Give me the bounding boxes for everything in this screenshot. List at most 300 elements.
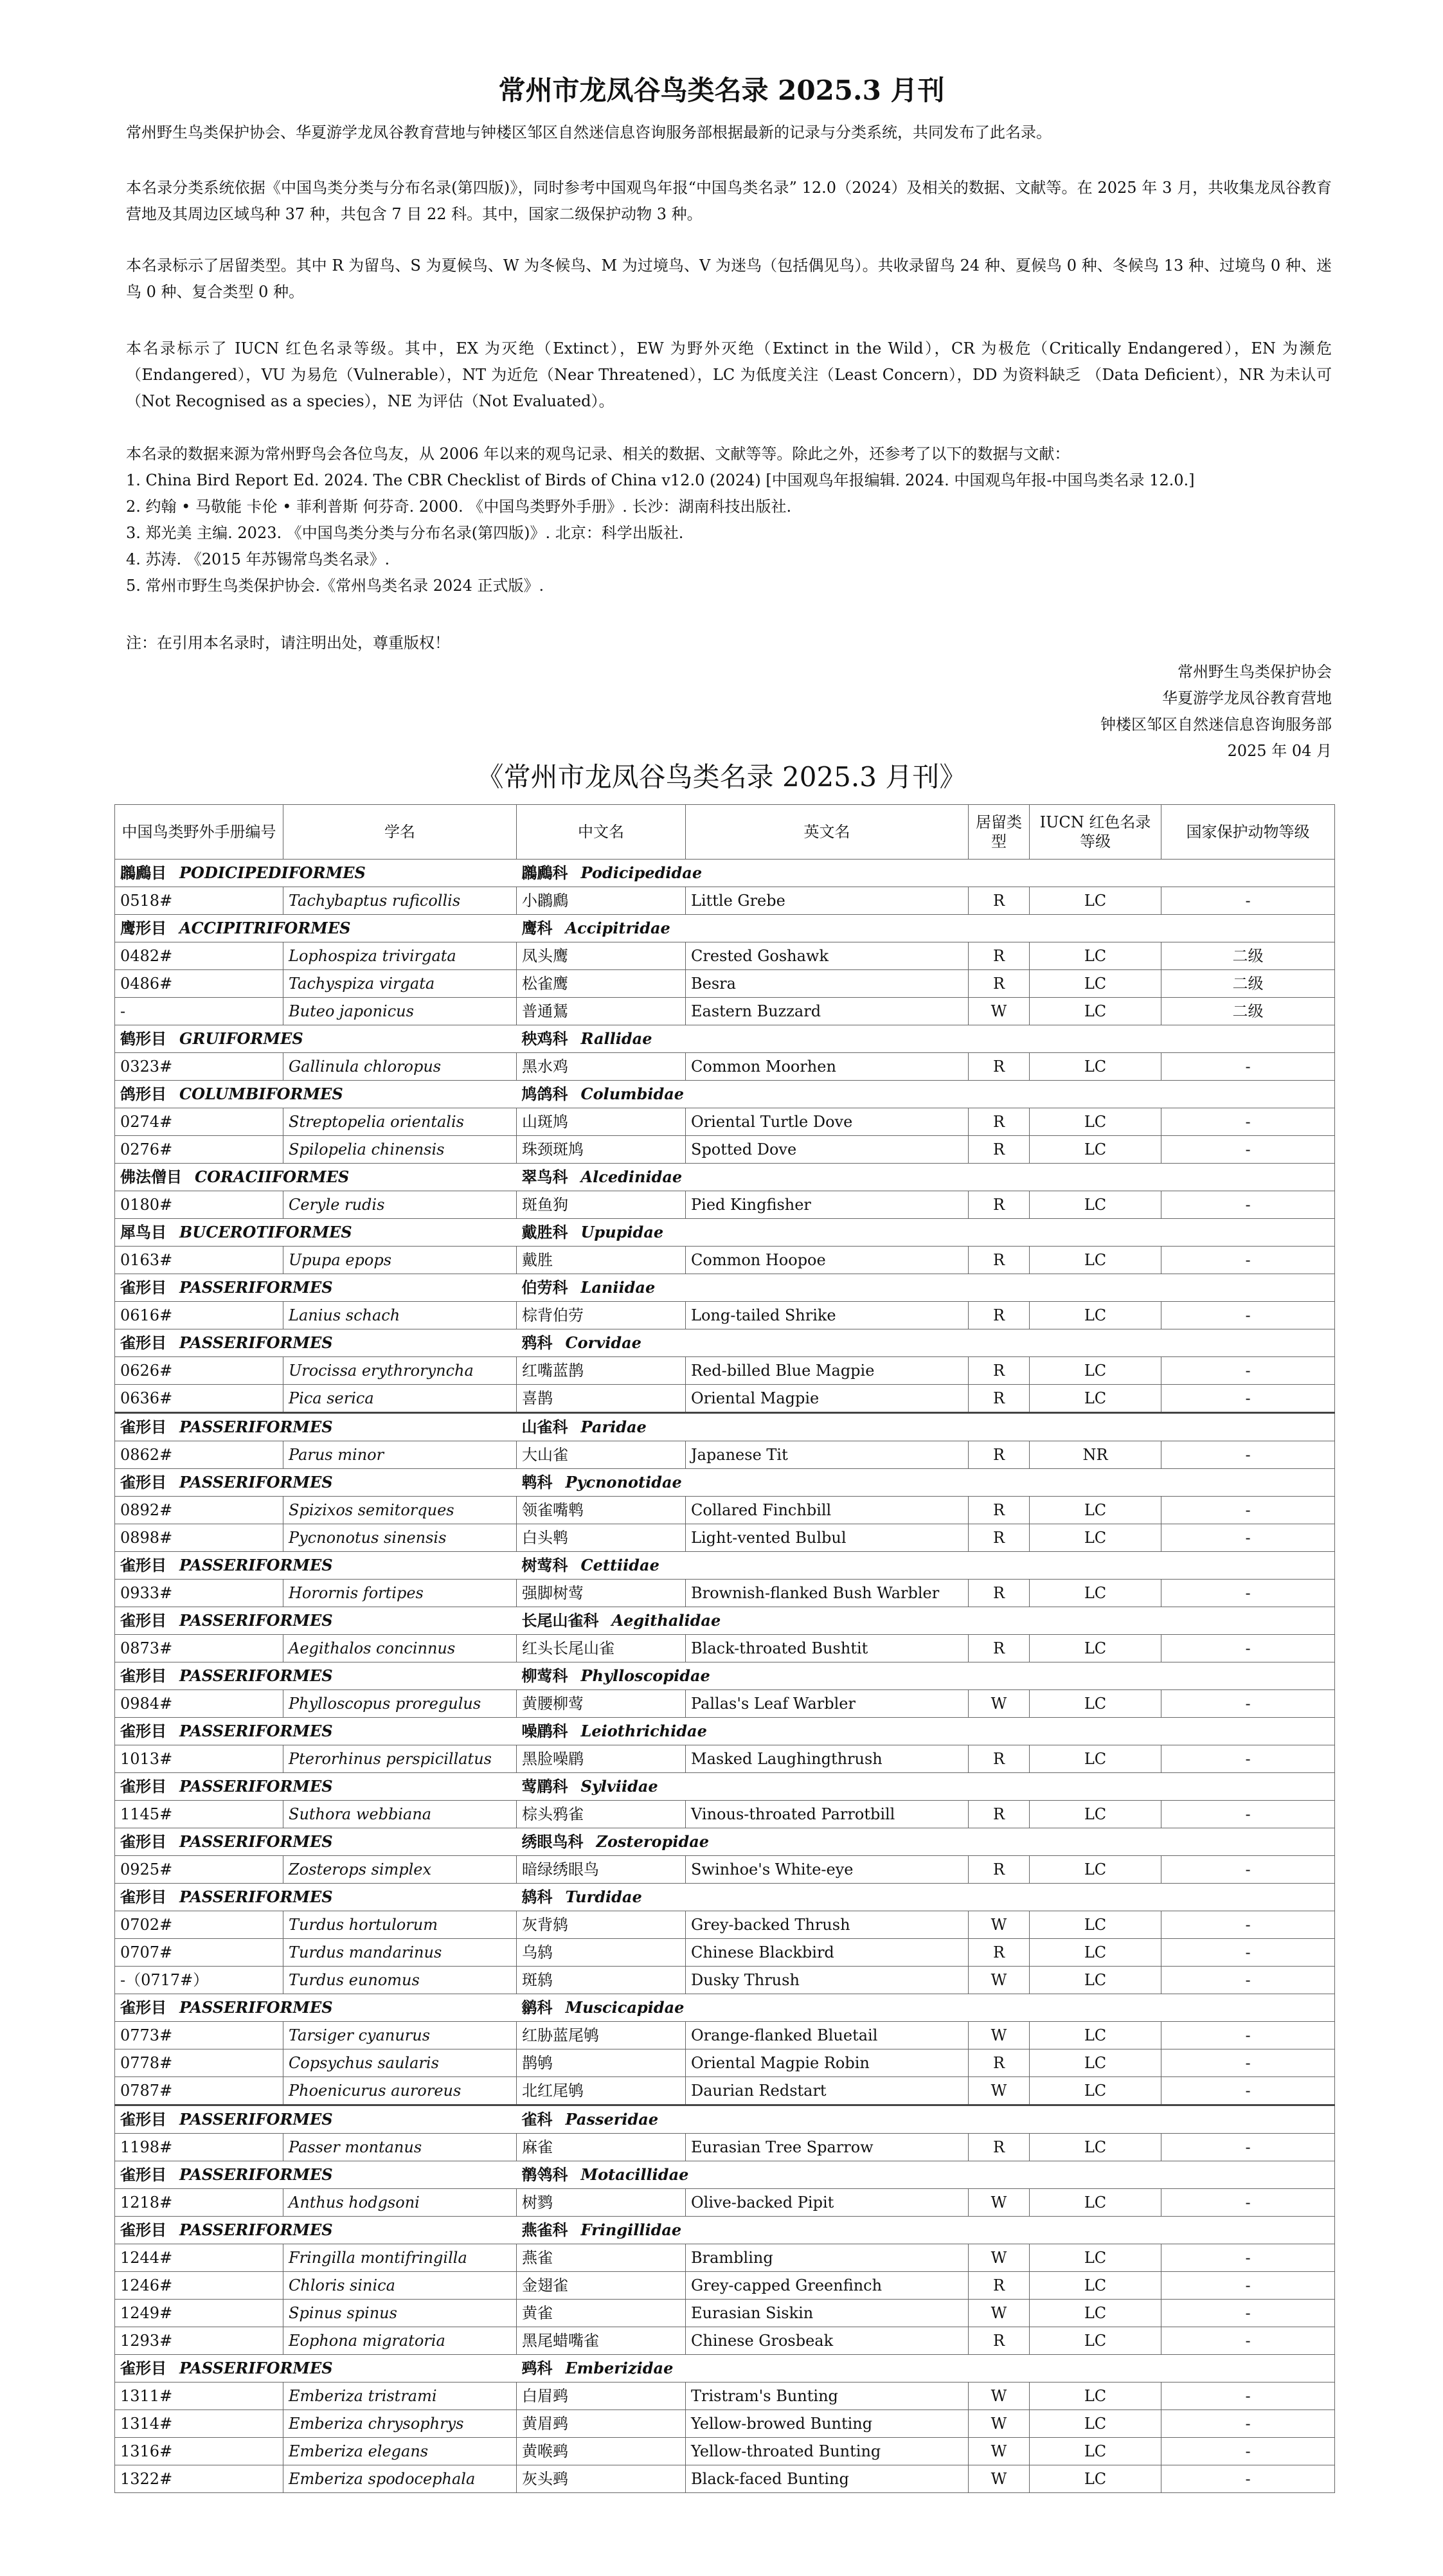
iucn-cell: LC [1030, 1967, 1161, 1994]
order-latin-name: CORACIIFORMES [195, 1167, 350, 1186]
empty-cell [1030, 915, 1161, 942]
order-latin-name: PASSERIFORMES [179, 1998, 333, 2017]
protection-cell: - [1161, 1247, 1335, 1274]
chinese-name-cell: 鹊鸲 [517, 2049, 686, 2077]
protection-cell: - [1161, 1441, 1335, 1469]
empty-cell [1161, 915, 1335, 942]
family-cell [517, 2217, 969, 2244]
scientific-name-cell: Emberiza spodocephala [283, 2465, 517, 2493]
group-row [115, 1828, 1335, 1856]
residence-cell: W [969, 2410, 1030, 2438]
empty-cell [1030, 2161, 1161, 2189]
chinese-name-cell: 红头长尾山雀 [517, 1635, 686, 1662]
order-name: 雀形目 [120, 1418, 166, 1436]
header-protection: 国家保护动物等级 [1161, 805, 1335, 860]
residence-cell: R [969, 1745, 1030, 1773]
residence-cell: R [969, 1856, 1030, 1884]
table-row [115, 1635, 1335, 1662]
order-cell [115, 1413, 517, 1441]
residence-cell: W [969, 1690, 1030, 1718]
empty-cell [1161, 1164, 1335, 1191]
scientific-name-cell: Spizixos semitorques [283, 1497, 517, 1524]
order-latin-name: PASSERIFORMES [179, 1666, 333, 1685]
english-name-cell: Grey-backed Thrush [686, 1911, 969, 1939]
order-name: 雀形目 [120, 1998, 166, 2017]
order-cell [115, 1164, 517, 1191]
header-scientific-name: 学名 [283, 805, 517, 860]
group-row [115, 1164, 1335, 1191]
order-cell [115, 2355, 517, 2382]
iucn-cell: LC [1030, 1801, 1161, 1828]
english-name-cell: Oriental Magpie [686, 1385, 969, 1413]
residence-paragraph: 本名录标示了居留类型。其中 R 为留鸟、S 为夏候鸟、W 为冬候鸟、M 为过境鸟、V 为迷鸟（包括偶见鸟）。共收录留鸟 24 种、夏候鸟 0 种、冬候鸟 13 种、过境鸟 0 种、迷鸟 0 种、复合类型 0 种。 [126, 257, 1332, 301]
empty-cell [1161, 1662, 1335, 1690]
english-name-cell: Long-tailed Shrike [686, 1302, 969, 1329]
group-row [115, 1662, 1335, 1690]
code-cell: 0773# [115, 2022, 283, 2049]
scientific-name-cell: Lophospiza trivirgata [283, 942, 517, 970]
citation-note: 注：在引用本名录时，请注明出处，尊重版权！ [126, 634, 450, 652]
table-row [115, 2382, 1335, 2410]
group-row [115, 2355, 1335, 2382]
family-cell [517, 915, 969, 942]
family-cell [517, 1329, 969, 1357]
table-row [115, 2272, 1335, 2300]
empty-cell [1161, 1718, 1335, 1745]
chinese-name-cell: 红嘴蓝鹊 [517, 1357, 686, 1385]
chinese-name-cell: 燕雀 [517, 2244, 686, 2272]
english-name-cell: Crested Goshawk [686, 942, 969, 970]
family-cell [517, 1607, 969, 1635]
empty-cell [969, 1773, 1030, 1801]
family-cell [517, 1773, 969, 1801]
family-name: 莺鹛科 [521, 1777, 568, 1796]
table-row [115, 1497, 1335, 1524]
family-cell [517, 1552, 969, 1580]
group-row [115, 1884, 1335, 1911]
group-row [115, 1329, 1335, 1357]
protection-cell: - [1161, 1108, 1335, 1136]
family-name: 秧鸡科 [521, 1029, 568, 1048]
protection-cell: - [1161, 1385, 1335, 1413]
order-latin-name: PASSERIFORMES [179, 1418, 333, 1436]
code-cell: 0180# [115, 1191, 283, 1219]
table-row [115, 2244, 1335, 2272]
code-cell: 1218# [115, 2189, 283, 2217]
protection-cell: - [1161, 1856, 1335, 1884]
english-name-cell: Little Grebe [686, 887, 969, 915]
chinese-name-cell: 斑鸫 [517, 1967, 686, 1994]
family-cell [517, 1718, 969, 1745]
empty-cell [1030, 2355, 1161, 2382]
residence-cell: R [969, 1580, 1030, 1607]
residence-cell: W [969, 2077, 1030, 2105]
empty-cell [969, 1413, 1030, 1441]
empty-cell [1161, 1081, 1335, 1108]
table-row [115, 2134, 1335, 2161]
iucn-cell: LC [1030, 1108, 1161, 1136]
group-row [115, 1413, 1335, 1441]
scientific-name-cell: Fringilla montifringilla [283, 2244, 517, 2272]
group-row [115, 2161, 1335, 2189]
iucn-cell: LC [1030, 1745, 1161, 1773]
protection-cell: - [1161, 1635, 1335, 1662]
empty-cell [1030, 1828, 1161, 1856]
scientific-name-cell: Ceryle rudis [283, 1191, 517, 1219]
residence-cell: W [969, 1967, 1030, 1994]
english-name-cell: Light-vented Bulbul [686, 1524, 969, 1552]
residence-cell: W [969, 2189, 1030, 2217]
signature-block [1100, 659, 1332, 764]
iucn-cell: LC [1030, 2300, 1161, 2327]
empty-cell [1030, 1552, 1161, 1580]
order-cell [115, 1552, 517, 1580]
scientific-name-cell: Parus minor [283, 1441, 517, 1469]
table-row [115, 2077, 1335, 2105]
iucn-cell: LC [1030, 2410, 1161, 2438]
order-latin-name: PASSERIFORMES [179, 1722, 333, 1740]
family-latin-name: Corvidae [565, 1333, 641, 1352]
table-row [115, 1247, 1335, 1274]
empty-cell [1161, 860, 1335, 887]
order-latin-name: PASSERIFORMES [179, 1278, 333, 1297]
chinese-name-cell: 凤头鹰 [517, 942, 686, 970]
chinese-name-cell: 黄眉鹀 [517, 2410, 686, 2438]
english-name-cell: Orange-flanked Bluetail [686, 2022, 969, 2049]
header-chinese-name: 中文名 [517, 805, 686, 860]
empty-cell [969, 1219, 1030, 1247]
scientific-name-cell: Spinus spinus [283, 2300, 517, 2327]
reference-item: 3. 郑光美 主编. 2023. 《中国鸟类分类与分布名录(第四版)》. 北京：科学出版社. [126, 524, 684, 542]
empty-cell [1030, 1164, 1161, 1191]
code-cell: 1145# [115, 1801, 283, 1828]
order-cell [115, 1718, 517, 1745]
order-name: 雀形目 [120, 1333, 166, 1352]
residence-cell: R [969, 2272, 1030, 2300]
family-latin-name: Alcedinidae [580, 1167, 683, 1186]
empty-cell [969, 2355, 1030, 2382]
residence-cell: R [969, 887, 1030, 915]
family-cell [517, 1994, 969, 2022]
code-cell: 0482# [115, 942, 283, 970]
chinese-name-cell: 珠颈斑鸠 [517, 1136, 686, 1164]
protection-cell: - [1161, 2189, 1335, 2217]
protection-cell: - [1161, 1302, 1335, 1329]
family-name: 鸠鸽科 [521, 1085, 568, 1103]
family-name: 雀科 [521, 2110, 553, 2129]
family-latin-name: Aegithalidae [611, 1611, 721, 1630]
family-latin-name: Columbidae [580, 1085, 685, 1103]
english-name-cell: Chinese Blackbird [686, 1939, 969, 1967]
english-name-cell: Grey-capped Greenfinch [686, 2272, 969, 2300]
scientific-name-cell: Streptopelia orientalis [283, 1108, 517, 1136]
family-name: 鹟科 [521, 1998, 553, 2017]
iucn-paragraph: 本名录标示了 IUCN 红色名录等级。其中，EX 为灭绝（Extinct），EW 为野外灭绝（Extinct in the Wild），CR 为极危（Critically Endangered），EN 为濒危（Endangered），VU 为易危（Vulnerable），NT 为近危（Near Threatened），LC 为低度关注（Least Concern），DD 为资料缺乏 （Data Deficient），NR 为未认可（Not Recognised as a species），NE 为评估（Not Evaluated）。 [126, 339, 1332, 410]
order-name: 雀形目 [120, 1832, 166, 1851]
protection-cell: - [1161, 1690, 1335, 1718]
scientific-name-cell: Phylloscopus proregulus [283, 1690, 517, 1718]
english-name-cell: Olive-backed Pipit [686, 2189, 969, 2217]
code-cell: 0518# [115, 887, 283, 915]
code-cell: 0778# [115, 2049, 283, 2077]
empty-cell [1030, 1884, 1161, 1911]
table-row [115, 1385, 1335, 1413]
protection-cell: - [1161, 2382, 1335, 2410]
family-latin-name: Fringillidae [580, 2220, 682, 2239]
scientific-name-cell: Emberiza tristrami [283, 2382, 517, 2410]
english-name-cell: Masked Laughingthrush [686, 1745, 969, 1773]
residence-cell: R [969, 1635, 1030, 1662]
scientific-name-cell: Zosterops simplex [283, 1856, 517, 1884]
english-name-cell: Japanese Tit [686, 1441, 969, 1469]
taxonomy-paragraph: 本名录分类系统依据《中国鸟类分类与分布名录(第四版)》，同时参考中国观鸟年报“中国鸟类名录” 12.0（2024）及相关的数据、文献等。在 2025 年 3 月，共收集龙凤谷教育营地及其周边区域鸟种 37 种，共包含 7 目 22 科。其中，国家二级保护动物 3 种。 [126, 179, 1332, 223]
code-cell: 1316# [115, 2438, 283, 2465]
protection-cell: - [1161, 1939, 1335, 1967]
code-cell: 1246# [115, 2272, 283, 2300]
empty-cell [1030, 1469, 1161, 1497]
reference-item: 2. 约翰 • 马敬能 卡伦 • 菲利普斯 何芬奇. 2000. 《中国鸟类野外手册》. 长沙：湖南科技出版社. [126, 498, 792, 516]
group-row [115, 2105, 1335, 2134]
table-row [115, 970, 1335, 998]
iucn-cell: LC [1030, 970, 1161, 998]
bird-checklist-table [114, 804, 1335, 2493]
chinese-name-cell: 灰头鹀 [517, 2465, 686, 2493]
empty-cell [1030, 2105, 1161, 2134]
reference-item: 4. 苏涛. 《2015 年苏锡常鸟类名录》. [126, 550, 390, 568]
family-cell [517, 2161, 969, 2189]
empty-cell [969, 1469, 1030, 1497]
chinese-name-cell: 黑脸噪鹛 [517, 1745, 686, 1773]
code-cell: 1322# [115, 2465, 283, 2493]
protection-cell: - [1161, 2272, 1335, 2300]
iucn-cell: LC [1030, 1580, 1161, 1607]
table-row [115, 1357, 1335, 1385]
protection-cell: 二级 [1161, 970, 1335, 998]
code-cell: 0984# [115, 1690, 283, 1718]
iucn-cell: LC [1030, 2022, 1161, 2049]
order-latin-name: PASSERIFORMES [179, 1887, 333, 1906]
scientific-name-cell: Emberiza chrysophrys [283, 2410, 517, 2438]
order-cell [115, 2161, 517, 2189]
empty-cell [969, 2161, 1030, 2189]
empty-cell [1030, 1773, 1161, 1801]
family-name: 鸊鷉科 [521, 863, 568, 882]
iucn-cell: LC [1030, 1524, 1161, 1552]
chinese-name-cell: 棕头鸦雀 [517, 1801, 686, 1828]
order-cell [115, 1994, 517, 2022]
chinese-name-cell: 黄腰柳莺 [517, 1690, 686, 1718]
residence-cell: R [969, 1053, 1030, 1081]
family-cell [517, 1164, 969, 1191]
residence-cell: W [969, 2244, 1030, 2272]
family-cell [517, 860, 969, 887]
family-name: 柳莺科 [521, 1666, 568, 1685]
family-cell [517, 1828, 969, 1856]
code-cell: 0323# [115, 1053, 283, 1081]
order-name: 佛法僧目 [120, 1167, 182, 1186]
family-name: 翠鸟科 [521, 1167, 568, 1186]
empty-cell [1161, 1828, 1335, 1856]
table-row [115, 2049, 1335, 2077]
iucn-cell: LC [1030, 2327, 1161, 2355]
empty-cell [969, 1164, 1030, 1191]
chinese-name-cell: 大山雀 [517, 1441, 686, 1469]
code-cell: 1311# [115, 2382, 283, 2410]
scientific-name-cell: Upupa epops [283, 1247, 517, 1274]
order-name: 雀形目 [120, 1278, 166, 1297]
order-cell [115, 2217, 517, 2244]
group-row [115, 1274, 1335, 1302]
group-row [115, 2217, 1335, 2244]
chinese-name-cell: 暗绿绣眼鸟 [517, 1856, 686, 1884]
protection-cell: - [1161, 2300, 1335, 2327]
table-row [115, 1856, 1335, 1884]
order-cell [115, 1329, 517, 1357]
order-cell [115, 1081, 517, 1108]
empty-cell [1030, 860, 1161, 887]
family-latin-name: Pycnonotidae [565, 1473, 682, 1491]
english-name-cell: Chinese Grosbeak [686, 2327, 969, 2355]
empty-cell [969, 1994, 1030, 2022]
chinese-name-cell: 领雀嘴鹎 [517, 1497, 686, 1524]
protection-cell: - [1161, 1580, 1335, 1607]
protection-cell: - [1161, 2410, 1335, 2438]
residence-cell: W [969, 1911, 1030, 1939]
order-cell [115, 1884, 517, 1911]
family-name: 鹀科 [521, 2359, 553, 2377]
empty-cell [1030, 1413, 1161, 1441]
order-latin-name: COLUMBIFORMES [179, 1085, 343, 1103]
iucn-cell: LC [1030, 1939, 1161, 1967]
code-cell: 0702# [115, 1911, 283, 1939]
iucn-cell: LC [1030, 2382, 1161, 2410]
empty-cell [1161, 1329, 1335, 1357]
family-name: 山雀科 [521, 1418, 568, 1436]
code-cell: 0787# [115, 2077, 283, 2105]
signature-line: 华夏游学龙凤谷教育营地 [1162, 689, 1332, 707]
english-name-cell: Swinhoe's White-eye [686, 1856, 969, 1884]
group-row [115, 915, 1335, 942]
chinese-name-cell: 黑水鸡 [517, 1053, 686, 1081]
reference-item: 5. 常州市野生鸟类保护协会.《常州鸟类名录 2024 正式版》. [126, 577, 544, 595]
english-name-cell: Brownish-flanked Bush Warbler [686, 1580, 969, 1607]
code-cell: 1314# [115, 2410, 283, 2438]
family-name: 戴胜科 [521, 1223, 568, 1241]
empty-cell [969, 1718, 1030, 1745]
residence-cell: R [969, 1247, 1030, 1274]
scientific-name-cell: Turdus hortulorum [283, 1911, 517, 1939]
family-cell [517, 1081, 969, 1108]
chinese-name-cell: 喜鹊 [517, 1385, 686, 1413]
table-row [115, 1302, 1335, 1329]
iucn-cell: LC [1030, 1856, 1161, 1884]
protection-cell: - [1161, 2022, 1335, 2049]
table-header-row [115, 805, 1335, 860]
group-row [115, 1081, 1335, 1108]
chinese-name-cell: 普通鵟 [517, 998, 686, 1025]
table-row [115, 1191, 1335, 1219]
empty-cell [969, 1025, 1030, 1053]
order-name: 鸽形目 [120, 1085, 166, 1103]
sources-paragraph: 本名录的数据来源为常州野鸟会各位鸟友，从 2006 年以来的观鸟记录、相关的数据、文献等等。除此之外，还参考了以下的数据与文献： [126, 445, 1070, 463]
table-row [115, 1441, 1335, 1469]
table-row [115, 1801, 1335, 1828]
order-name: 雀形目 [120, 1777, 166, 1796]
residence-cell: R [969, 1524, 1030, 1552]
residence-cell: R [969, 1136, 1030, 1164]
chinese-name-cell: 强脚树莺 [517, 1580, 686, 1607]
order-name: 鸊鷉目 [120, 863, 166, 882]
protection-cell: - [1161, 1911, 1335, 1939]
empty-cell [969, 1329, 1030, 1357]
order-latin-name: PASSERIFORMES [179, 1556, 333, 1574]
protection-cell: - [1161, 2077, 1335, 2105]
english-name-cell: Yellow-throated Bunting [686, 2438, 969, 2465]
family-name: 绣眼鸟科 [521, 1832, 584, 1851]
empty-cell [1030, 1274, 1161, 1302]
table-row [115, 1967, 1335, 1994]
empty-cell [1161, 1552, 1335, 1580]
header-residence: 居留类型 [969, 805, 1030, 860]
empty-cell [969, 860, 1030, 887]
order-cell [115, 1828, 517, 1856]
order-latin-name: PASSERIFORMES [179, 1777, 333, 1796]
order-latin-name: PASSERIFORMES [179, 1333, 333, 1352]
empty-cell [1161, 1274, 1335, 1302]
group-row [115, 1994, 1335, 2022]
order-cell [115, 860, 517, 887]
english-name-cell: Besra [686, 970, 969, 998]
protection-cell: - [1161, 2049, 1335, 2077]
english-name-cell: Daurian Redstart [686, 2077, 969, 2105]
chinese-name-cell: 斑鱼狗 [517, 1191, 686, 1219]
residence-cell: R [969, 2327, 1030, 2355]
table-row [115, 2022, 1335, 2049]
table-row [115, 2438, 1335, 2465]
scientific-name-cell: Horornis fortipes [283, 1580, 517, 1607]
scientific-name-cell: Pterorhinus perspicillatus [283, 1745, 517, 1773]
empty-cell [1030, 1994, 1161, 2022]
table-row [115, 1053, 1335, 1081]
iucn-cell: LC [1030, 1247, 1161, 1274]
protection-cell: - [1161, 2438, 1335, 2465]
empty-cell [1161, 2105, 1335, 2134]
table-body [115, 860, 1335, 2493]
scientific-name-cell: Gallinula chloropus [283, 1053, 517, 1081]
family-name: 鹰科 [521, 919, 553, 937]
family-latin-name: Passeridae [565, 2110, 659, 2129]
english-name-cell: Spotted Dove [686, 1136, 969, 1164]
residence-cell: R [969, 1939, 1030, 1967]
english-name-cell: Common Moorhen [686, 1053, 969, 1081]
family-latin-name: Zosteropidae [596, 1832, 710, 1851]
empty-cell [969, 2217, 1030, 2244]
order-cell [115, 1274, 517, 1302]
scientific-name-cell: Turdus eunomus [283, 1967, 517, 1994]
protection-cell: - [1161, 1191, 1335, 1219]
chinese-name-cell: 白头鹎 [517, 1524, 686, 1552]
protection-cell: - [1161, 1967, 1335, 1994]
reference-item: 1. China Bird Report Ed. 2024. The CBR Checklist of Birds of China v12.0 (2024) [中国观鸟年报编辑. 2024. 中国观鸟年报-中国鸟类名录 12.0.] [126, 471, 1195, 489]
iucn-cell: LC [1030, 1357, 1161, 1385]
code-cell: 1244# [115, 2244, 283, 2272]
code-cell: 0636# [115, 1385, 283, 1413]
table-row [115, 1939, 1335, 1967]
english-name-cell: Brambling [686, 2244, 969, 2272]
header-code: 中国鸟类野外手册编号 [115, 805, 283, 860]
family-latin-name: Laniidae [580, 1278, 656, 1297]
code-cell: 0707# [115, 1939, 283, 1967]
